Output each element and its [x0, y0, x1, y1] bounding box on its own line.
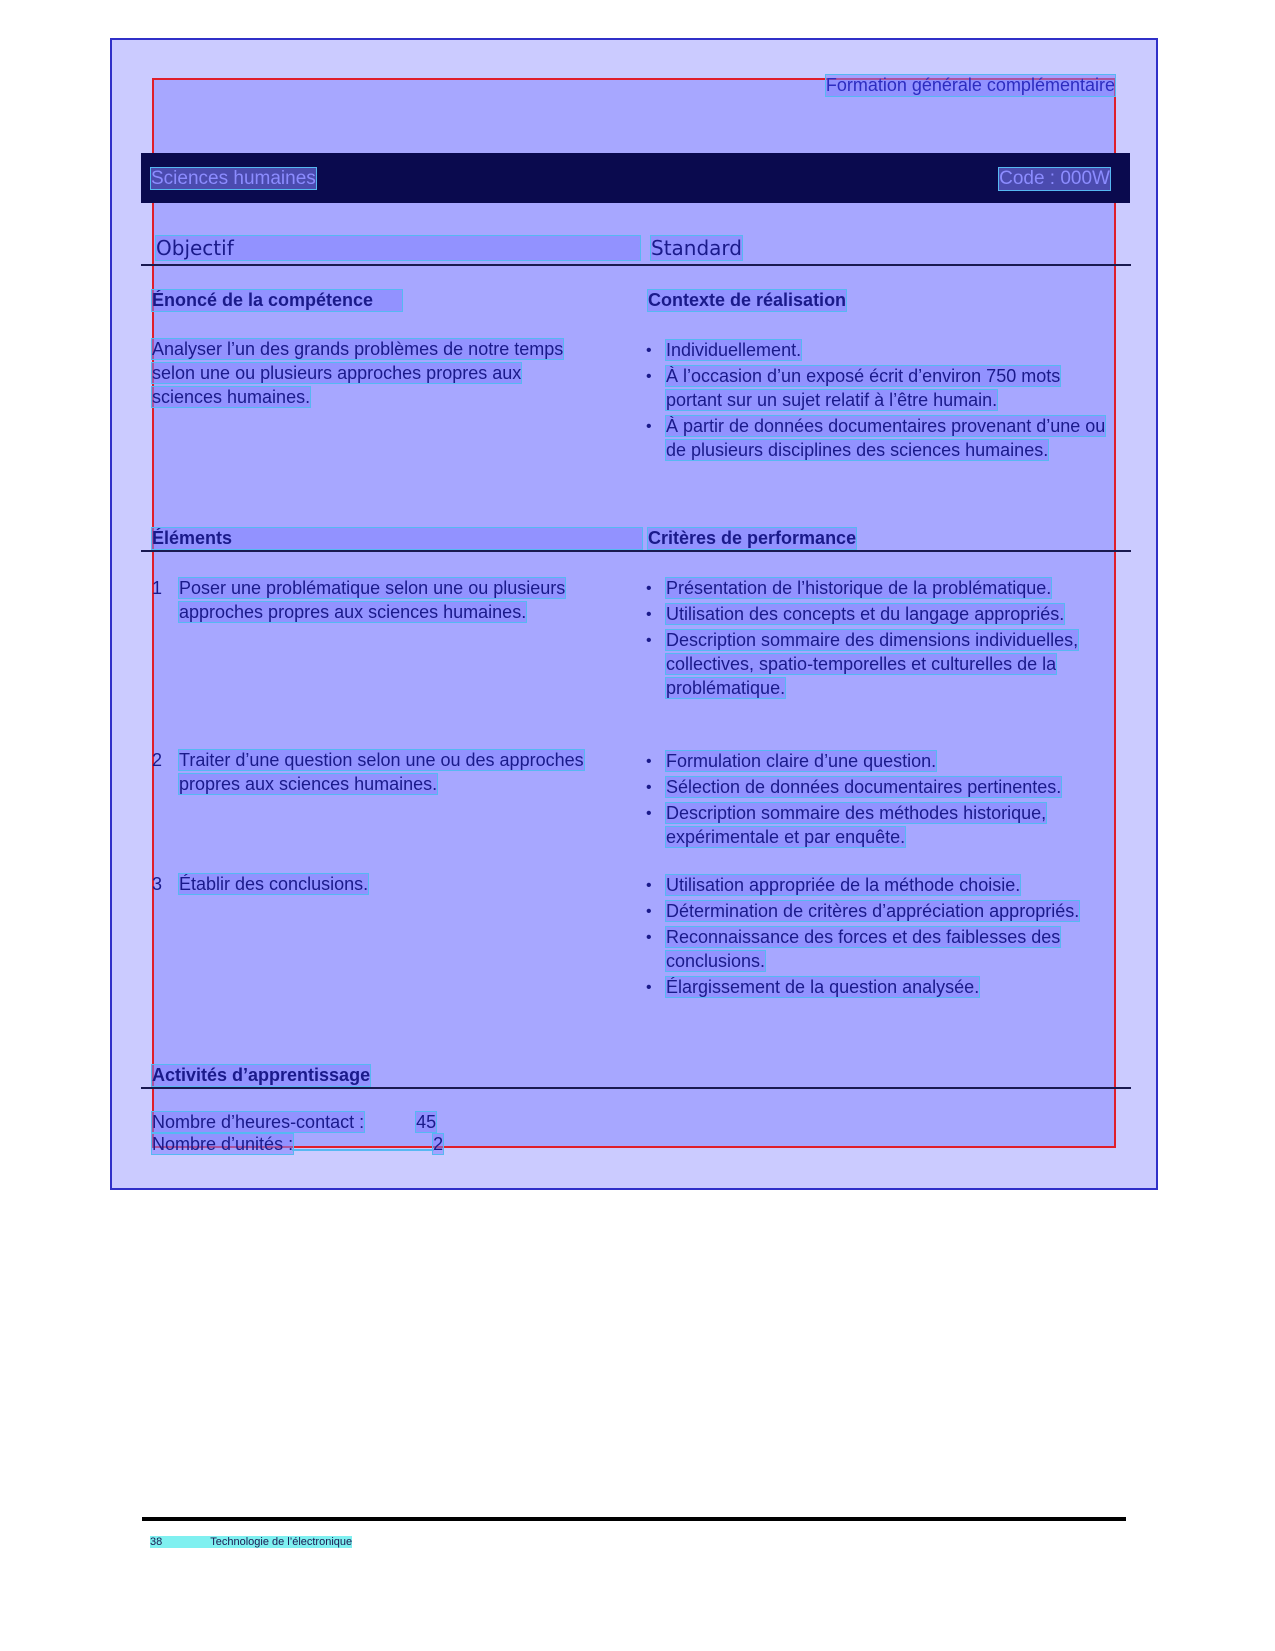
hours-value: 45 [416, 1112, 437, 1132]
bullet-icon: • [646, 805, 652, 822]
column-header-rule [141, 264, 1131, 266]
bullet-icon: • [646, 779, 652, 796]
competence-line: Analyser l’un des grands problèmes de notre temps [152, 339, 564, 359]
page-footer [150, 1536, 352, 1548]
header-label: Formation générale complémentaire [825, 75, 1115, 95]
elements-heading: Éléments [152, 528, 642, 549]
element-number: 3 [152, 874, 163, 894]
bullet-icon: • [646, 903, 652, 920]
units-value: 2 [433, 1134, 444, 1154]
element-text: Établir des conclusions. [179, 874, 369, 894]
footer-program: Technologie de l’électronique [210, 1536, 353, 1548]
competence-statement [152, 337, 642, 409]
list-item [644, 925, 1119, 973]
elements-rule [141, 550, 1131, 552]
element-number: 1 [152, 578, 163, 598]
criterion-text: Description sommaire des méthodes historique, expérimentale et par enquête. [666, 803, 1047, 847]
list-item [644, 628, 1119, 700]
context-item-text: Individuellement. [666, 340, 802, 360]
list-item [644, 414, 1119, 462]
element-1 [152, 576, 642, 624]
bullet-icon: • [646, 979, 652, 996]
bullet-icon: • [646, 877, 652, 894]
criterion-text: Utilisation appropriée de la méthode choisie. [666, 875, 1021, 895]
competence-line: selon une ou plusieurs approches propres aux [152, 363, 522, 383]
bullet-icon: • [646, 368, 652, 385]
bullet-icon: • [646, 580, 652, 597]
bullet-icon: • [646, 753, 652, 770]
list-item [644, 602, 1119, 626]
context-item-text: À partir de données documentaires provenant d’une ou de plusieurs disciplines des sciences humaines. [666, 416, 1106, 460]
list-item [644, 899, 1119, 923]
bullet-icon: • [646, 929, 652, 946]
list-item [644, 801, 1119, 849]
element-3 [152, 872, 642, 896]
course-code: Code : 000W [999, 168, 1110, 189]
title-bar [141, 153, 1130, 203]
criterion-text: Présentation de l’historique de la problématique. [666, 578, 1052, 598]
element-number: 2 [152, 750, 163, 770]
units-label: Nombre d’unités : [152, 1134, 294, 1154]
hours-row [152, 1110, 436, 1134]
context-list [644, 338, 1119, 464]
competence-line: sciences humaines. [152, 387, 311, 407]
activities-rule [141, 1087, 1131, 1089]
column-header-objectif: Objectif [156, 236, 640, 260]
page-title [151, 168, 1006, 190]
footer-rule [142, 1517, 1126, 1521]
criterion-text: Formulation claire d’une question. [666, 751, 937, 771]
competence-heading: Énoncé de la compétence [152, 290, 402, 311]
criterion-text: Utilisation des concepts et du langage appropriés. [666, 604, 1065, 624]
list-item [644, 873, 1119, 897]
criterion-text: Description sommaire des dimensions individuelles, collectives, spatio-temporelles et culturelles de la problématique. [666, 630, 1079, 698]
criterion-text: Élargissement de la question analysée. [666, 977, 980, 997]
element-text: Poser une problématique selon une ou plusieurs approches propres aux sciences humaines. [179, 578, 566, 622]
criterion-text: Reconnaissance des forces et des faiblesses des conclusions. [666, 927, 1061, 971]
list-item [644, 975, 1119, 999]
hours-label: Nombre d’heures-contact : [152, 1112, 365, 1132]
activities-heading: Activités d’apprentissage [152, 1065, 371, 1085]
criteria-list-1 [644, 576, 1119, 702]
criteria-list-3 [644, 873, 1119, 1001]
criteria-heading: Critères de performance [648, 528, 857, 548]
criterion-text: Détermination de critères d’appréciation appropriés. [666, 901, 1080, 921]
element-text: Traiter d’une question selon une ou des approches propres aux sciences humaines. [179, 750, 584, 794]
bullet-icon: • [646, 606, 652, 623]
column-header-standard: Standard [651, 236, 742, 260]
context-item-text: À l’occasion d’un exposé écrit d’environ 750 mots portant sur un sujet relatif à l’être humain. [666, 366, 1061, 410]
bullet-icon: • [646, 342, 652, 359]
bullet-icon: • [646, 418, 652, 435]
list-item [644, 576, 1119, 600]
list-item [644, 749, 1119, 773]
element-2 [152, 748, 642, 796]
page-number: 38 [150, 1536, 163, 1548]
list-item [644, 775, 1119, 799]
criterion-text: Sélection de données documentaires pertinentes. [666, 777, 1062, 797]
units-row [152, 1132, 443, 1156]
page-title-text: Sciences humaines [151, 168, 316, 189]
list-item [644, 338, 1119, 362]
bullet-icon: • [646, 632, 652, 649]
criteria-list-2 [644, 749, 1119, 851]
context-heading: Contexte de réalisation [648, 290, 847, 310]
list-item [644, 364, 1119, 412]
